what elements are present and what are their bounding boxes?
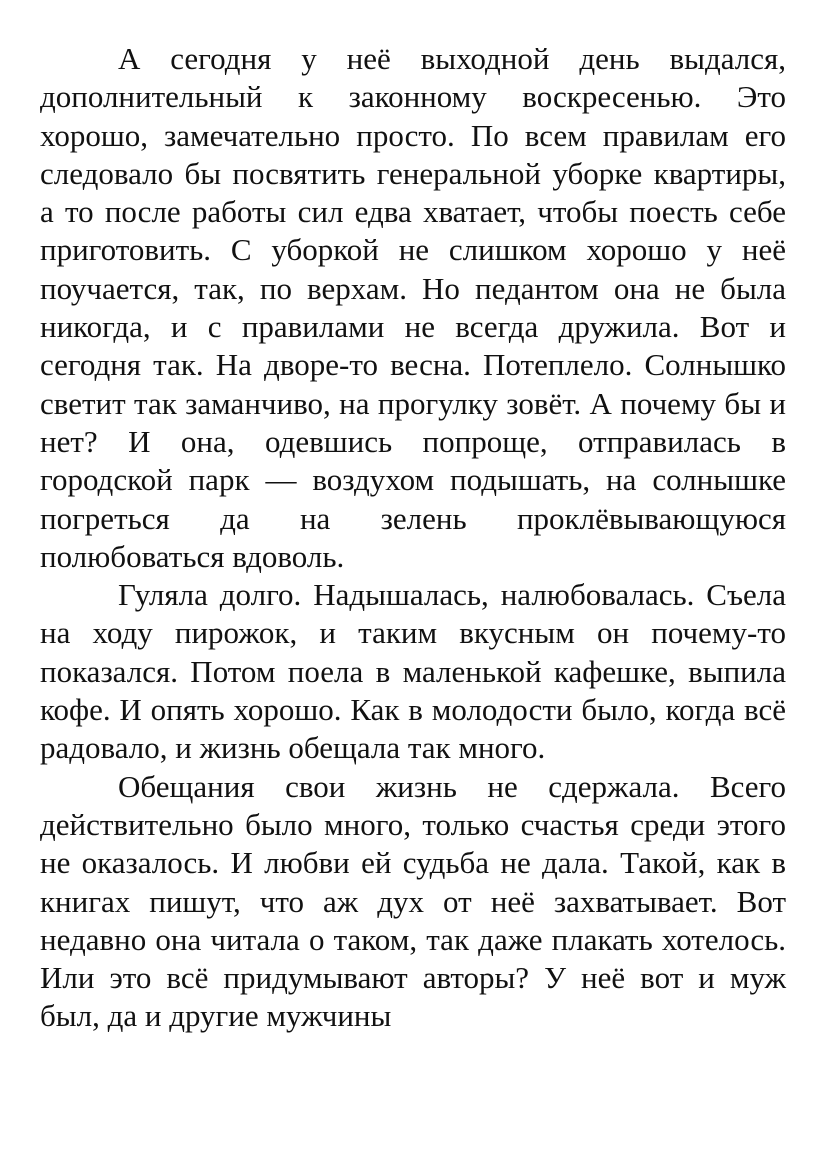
document-page: [40, 40, 786, 1036]
paragraph-1: А сегодня у неё выходной день выдался, дополнительный к законному воскресенью. Это хорошо, замечательно просто. По всем правилам его следовало бы посвятить генеральной уборке квартиры, а то после работы сил едва хватает, чтобы поесть себе приготовить. С уборкой не слишком хорошо у неё поучается, так, по верхам. Но педантом она не была никогда, и с правилами не всегда дружила. Вот и сегодня так. На дворе-то весна. Потеплело. Солнышко светит так заманчиво, на прогулку зовёт. А почему бы и нет? И она, одевшись попроще, отправилась в городской парк — воздухом подышать, на солнышке погреться да на зелень проклёвывающуюся полюбоваться вдоволь.: [40, 41, 786, 574]
paragraph-3: Обещания свои жизнь не сдержала. Всего действительно было много, только счастья среди этого не оказалось. И любви ей судьба не дала. Такой, как в книгах пишут, что аж дух от неё захватывает. Вот недавно она читала о таком, так даже плакать хотелось. Или это всё придумывают авторы? У неё вот и муж был, да и другие мужчины: [40, 768, 786, 1034]
paragraph-2: Гуляла долго. Надышалась, налюбовалась. Съела на ходу пирожок, и таким вкусным он почему-то показался. Потом поела в маленькой кафешке, выпила кофе. И опять хорошо. Как в молодости было, когда всё радовало, и жизнь обещала так много.: [40, 577, 786, 766]
